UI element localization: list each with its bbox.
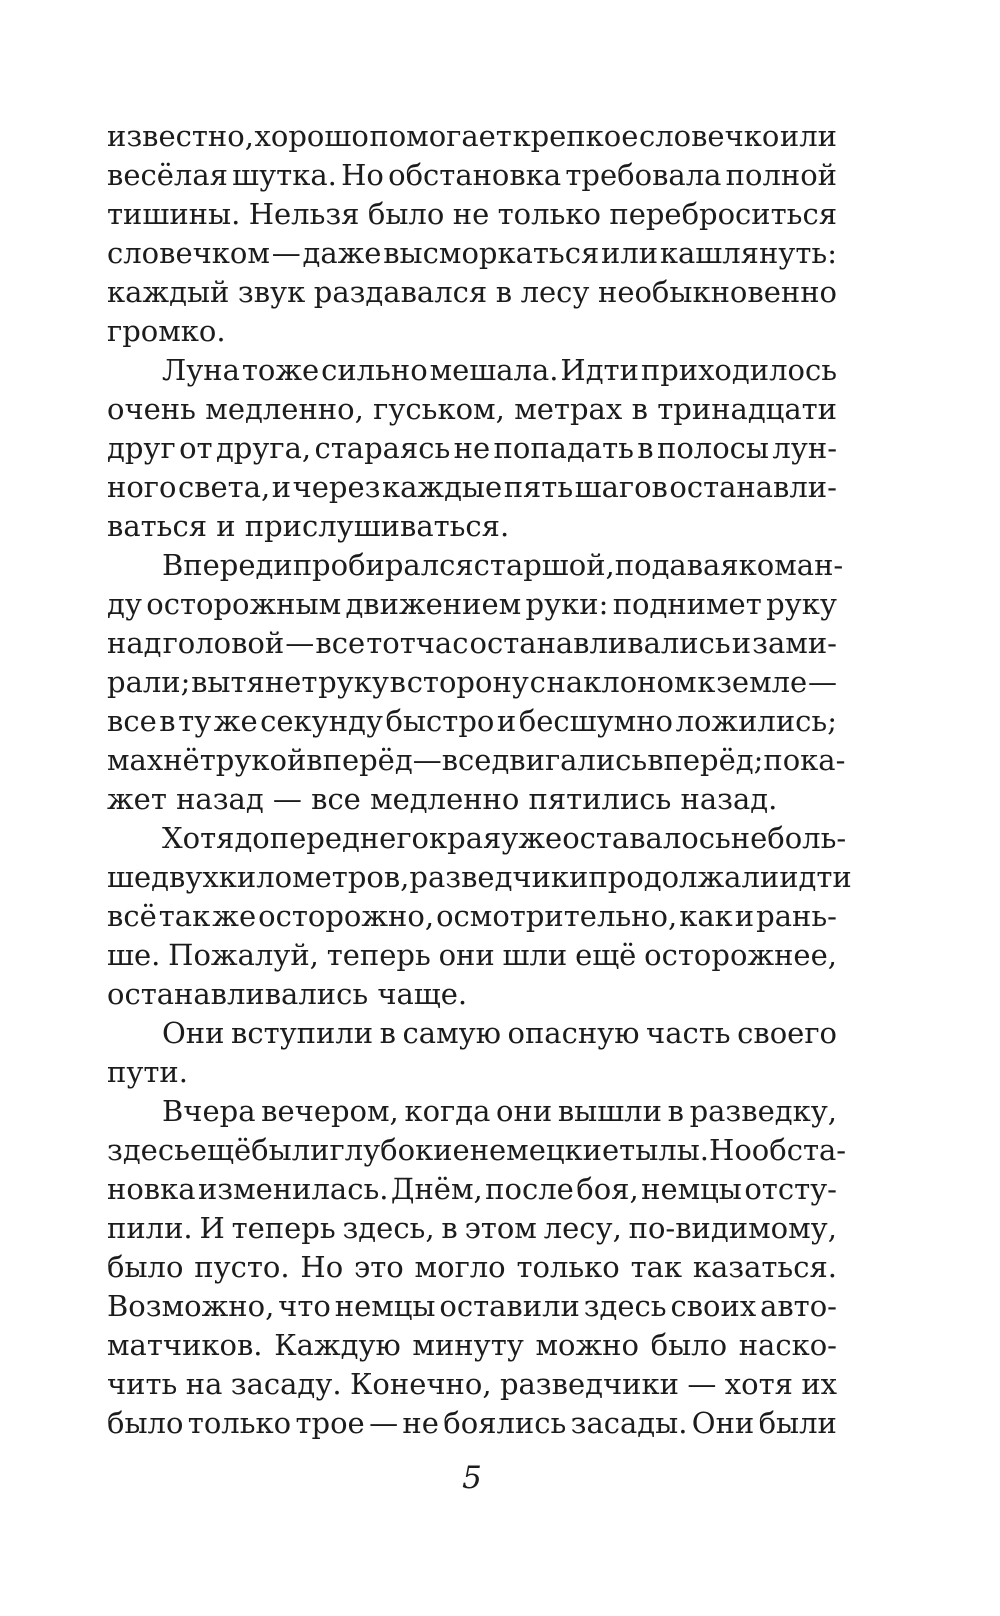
word: своих bbox=[670, 1289, 757, 1323]
word: коман- bbox=[738, 548, 844, 582]
word: этом bbox=[464, 1211, 537, 1245]
word: в bbox=[631, 392, 648, 426]
text-block bbox=[107, 117, 852, 1443]
word: наклоном bbox=[546, 665, 697, 699]
word: ду bbox=[107, 587, 142, 621]
word: Идти bbox=[560, 353, 639, 387]
word: все bbox=[107, 704, 157, 738]
word: боя, bbox=[576, 1172, 639, 1206]
text-line bbox=[107, 1170, 837, 1209]
word: даже bbox=[302, 236, 382, 270]
word: и bbox=[271, 470, 292, 504]
word: когда bbox=[404, 1094, 491, 1128]
text-line bbox=[107, 936, 837, 975]
word: было bbox=[107, 1250, 184, 1284]
word: оставалось bbox=[562, 821, 731, 855]
word: были bbox=[251, 1133, 330, 1167]
text-line bbox=[107, 195, 837, 234]
word: боль- bbox=[767, 821, 847, 855]
word: по-видимому, bbox=[628, 1211, 837, 1245]
word: стараясь bbox=[314, 431, 451, 465]
word: только bbox=[516, 1250, 620, 1284]
word: помогает bbox=[369, 119, 512, 153]
word: лун- bbox=[772, 431, 837, 465]
word: разведчики bbox=[409, 860, 589, 894]
word: казаться. bbox=[692, 1250, 837, 1284]
word: пять bbox=[503, 470, 574, 504]
word: полосы bbox=[657, 431, 769, 465]
word: требовала bbox=[565, 158, 722, 192]
word: изменилась. bbox=[197, 1172, 389, 1206]
word: в bbox=[495, 275, 513, 309]
word: сторону bbox=[406, 665, 529, 699]
text-line bbox=[162, 819, 847, 858]
word: Каждую bbox=[274, 1328, 401, 1362]
word: каждые bbox=[381, 470, 503, 504]
word: это bbox=[353, 1250, 404, 1284]
text-line bbox=[107, 1404, 837, 1443]
text-line bbox=[107, 897, 837, 936]
word: хорошо bbox=[254, 119, 369, 153]
word: медленно, bbox=[205, 392, 364, 426]
word: света, bbox=[177, 470, 271, 504]
word: здесь bbox=[107, 1133, 190, 1167]
word: останавли- bbox=[669, 470, 837, 504]
paragraph bbox=[107, 351, 837, 546]
word: уже bbox=[501, 821, 563, 855]
word: все bbox=[441, 743, 492, 777]
word: Возможно, bbox=[107, 1289, 275, 1323]
word: ше bbox=[107, 860, 152, 894]
word: ложились; bbox=[675, 704, 837, 738]
word: полной bbox=[725, 158, 837, 192]
word: тоже bbox=[241, 353, 320, 387]
word: Днём, bbox=[390, 1172, 483, 1206]
text-line: пути. bbox=[107, 1055, 188, 1089]
word: в bbox=[637, 431, 654, 465]
word: Конечно, bbox=[349, 1367, 492, 1401]
paragraph bbox=[107, 819, 852, 1014]
word: очень bbox=[107, 392, 196, 426]
word: И bbox=[199, 1211, 225, 1245]
word: что bbox=[278, 1289, 331, 1323]
word: осмотрительно, bbox=[436, 899, 678, 933]
word: переднего bbox=[269, 821, 429, 855]
word: наско- bbox=[738, 1328, 837, 1362]
word: края bbox=[429, 821, 502, 855]
word: только bbox=[497, 197, 601, 231]
word: оставили bbox=[439, 1289, 580, 1323]
word: в bbox=[667, 1094, 684, 1128]
word: бесшумно bbox=[518, 704, 674, 738]
word: были bbox=[758, 1406, 837, 1440]
word: осторожнее, bbox=[644, 938, 837, 972]
word: движением bbox=[345, 587, 522, 621]
word: весёлая bbox=[107, 158, 228, 192]
text-line bbox=[107, 390, 837, 429]
word: же bbox=[212, 899, 257, 933]
word: авто- bbox=[760, 1289, 837, 1323]
word: кашлянуть: bbox=[659, 236, 837, 270]
word: теперь bbox=[326, 938, 431, 972]
word: только bbox=[187, 1406, 292, 1440]
word: опасную bbox=[507, 1016, 640, 1050]
word: Вчера bbox=[162, 1094, 256, 1128]
word: они bbox=[438, 938, 495, 972]
word: необыкновенно bbox=[597, 275, 837, 309]
text-line bbox=[107, 585, 837, 624]
word: словечком bbox=[107, 236, 270, 270]
word: крепкое bbox=[512, 119, 639, 153]
word: пока- bbox=[763, 743, 846, 777]
word: секунду bbox=[260, 704, 383, 738]
word: было bbox=[107, 1406, 184, 1440]
word: рукой bbox=[215, 743, 307, 777]
word: над bbox=[107, 626, 162, 660]
text-line: ваться и прислушиваться. bbox=[107, 509, 510, 543]
word: Но bbox=[300, 1250, 344, 1284]
word: в bbox=[159, 704, 176, 738]
text-line bbox=[162, 1092, 837, 1131]
word: здесь bbox=[583, 1289, 667, 1323]
word: все bbox=[315, 626, 366, 660]
paragraph bbox=[107, 1014, 837, 1092]
word: в bbox=[389, 665, 406, 699]
word: так bbox=[630, 1250, 683, 1284]
word: не bbox=[730, 821, 768, 855]
word: переброситься bbox=[609, 197, 837, 231]
word: ше. bbox=[107, 938, 161, 972]
word: километров, bbox=[218, 860, 410, 894]
text-line bbox=[107, 858, 852, 897]
text-line bbox=[107, 156, 837, 195]
word: их bbox=[801, 1367, 837, 1401]
word: к bbox=[697, 665, 716, 699]
word: — bbox=[285, 626, 315, 660]
word: тринадцати bbox=[657, 392, 837, 426]
word: поднимет bbox=[612, 587, 762, 621]
text-line: останавливались чаще. bbox=[107, 977, 468, 1011]
word: разведку, bbox=[689, 1094, 837, 1128]
word: подавая bbox=[614, 548, 739, 582]
word: не bbox=[402, 1406, 439, 1440]
word: шутка. bbox=[232, 158, 337, 192]
word: засаду. bbox=[230, 1367, 342, 1401]
word: двигались bbox=[491, 743, 648, 777]
paragraph bbox=[107, 117, 837, 351]
text-line bbox=[107, 1365, 837, 1404]
word: идти bbox=[779, 860, 852, 894]
word: пили. bbox=[107, 1211, 193, 1245]
word: отсту- bbox=[744, 1172, 837, 1206]
word: здесь, bbox=[342, 1211, 435, 1245]
word: не bbox=[452, 197, 490, 231]
word: руки: bbox=[525, 587, 609, 621]
word: можно bbox=[535, 1328, 639, 1362]
word: — bbox=[807, 665, 837, 699]
word: приходилось bbox=[640, 353, 837, 387]
word: — bbox=[687, 1367, 717, 1401]
word: сильно bbox=[321, 353, 428, 387]
word: от bbox=[179, 431, 213, 465]
word: засады. bbox=[570, 1406, 688, 1440]
word: могло bbox=[414, 1250, 506, 1284]
word: гуськом, bbox=[373, 392, 505, 426]
word: зами- bbox=[752, 626, 837, 660]
word: вечером, bbox=[261, 1094, 399, 1128]
paragraph bbox=[107, 546, 846, 819]
word: на bbox=[185, 1367, 223, 1401]
word: или bbox=[779, 119, 837, 153]
word: было bbox=[367, 197, 445, 231]
word: вперёд bbox=[306, 743, 413, 777]
word: старшой, bbox=[473, 548, 615, 582]
word: они bbox=[496, 1094, 553, 1128]
word: каждый bbox=[107, 275, 230, 309]
word: и bbox=[496, 704, 517, 738]
word: в bbox=[441, 1211, 458, 1245]
word: руку bbox=[766, 587, 837, 621]
word: друг bbox=[107, 431, 176, 465]
text-line bbox=[107, 1326, 837, 1365]
word: высморкаться bbox=[383, 236, 600, 270]
word: немцы bbox=[334, 1289, 436, 1323]
word: тишины. bbox=[107, 197, 241, 231]
word: и bbox=[734, 899, 755, 933]
word: вперёд; bbox=[647, 743, 764, 777]
text-line bbox=[107, 1131, 847, 1170]
word: друга, bbox=[215, 431, 312, 465]
text-line bbox=[162, 1014, 837, 1053]
word: ещё bbox=[189, 1133, 252, 1167]
word: вступили bbox=[231, 1016, 374, 1050]
word: продолжали bbox=[588, 860, 780, 894]
word: своего bbox=[737, 1016, 837, 1050]
word: Луна bbox=[162, 353, 240, 387]
text-line bbox=[107, 1287, 837, 1326]
word: осторожным bbox=[146, 587, 342, 621]
word: известно, bbox=[107, 119, 254, 153]
word: пусто. bbox=[194, 1250, 290, 1284]
text-line bbox=[162, 351, 837, 390]
word: метрах bbox=[514, 392, 623, 426]
word: как bbox=[679, 899, 733, 933]
text-line bbox=[162, 546, 844, 585]
word: лесу bbox=[520, 275, 590, 309]
word: лесу, bbox=[543, 1211, 622, 1245]
word: шагов bbox=[574, 470, 668, 504]
word: же bbox=[213, 704, 258, 738]
text-line bbox=[107, 468, 837, 507]
word: Но bbox=[709, 1133, 752, 1167]
word: хотя bbox=[724, 1367, 793, 1401]
word: Они bbox=[162, 1016, 225, 1050]
word: Нельзя bbox=[248, 197, 360, 231]
word: с bbox=[529, 665, 546, 699]
word: Но bbox=[341, 158, 384, 192]
word: тотчас bbox=[366, 626, 469, 660]
word: Впереди bbox=[162, 548, 293, 582]
word: самую bbox=[402, 1016, 501, 1050]
word: до bbox=[234, 821, 270, 855]
word: раздавался bbox=[313, 275, 488, 309]
word: вытянет bbox=[191, 665, 318, 699]
word: Хотя bbox=[162, 821, 235, 855]
paragraph bbox=[107, 1092, 847, 1443]
word: головой bbox=[162, 626, 285, 660]
word: пробирался bbox=[292, 548, 474, 582]
text-line bbox=[107, 117, 837, 156]
word: Они bbox=[691, 1406, 755, 1440]
word: новка bbox=[107, 1172, 196, 1206]
word: или bbox=[601, 236, 659, 270]
word: и bbox=[731, 626, 752, 660]
text-line bbox=[107, 234, 837, 273]
word: боялись bbox=[443, 1406, 567, 1440]
word: земле bbox=[716, 665, 808, 699]
text-line: громко. bbox=[107, 314, 226, 348]
word: минуту bbox=[412, 1328, 524, 1362]
word: было bbox=[650, 1328, 728, 1362]
word: двух bbox=[151, 860, 219, 894]
word: немцы bbox=[641, 1172, 742, 1206]
word: — bbox=[369, 1406, 399, 1440]
text-line bbox=[107, 1248, 837, 1287]
word: махнёт bbox=[107, 743, 216, 777]
word: Пожалуй, bbox=[168, 938, 319, 972]
word: теперь bbox=[231, 1211, 336, 1245]
page-number: 5 bbox=[462, 1460, 482, 1496]
word: через bbox=[292, 470, 381, 504]
word: быстро bbox=[385, 704, 495, 738]
word: глубокие bbox=[329, 1133, 470, 1167]
word: останавливались bbox=[469, 626, 731, 660]
word: осторожно, bbox=[258, 899, 435, 933]
word: после bbox=[485, 1172, 574, 1206]
word: в bbox=[379, 1016, 396, 1050]
word: мешала. bbox=[429, 353, 559, 387]
word: не bbox=[453, 431, 491, 465]
text-line bbox=[107, 1209, 837, 1248]
word: руку bbox=[318, 665, 389, 699]
word: словечко bbox=[638, 119, 780, 153]
text-line bbox=[107, 741, 846, 780]
word: шли bbox=[502, 938, 568, 972]
word: тылы. bbox=[619, 1133, 710, 1167]
word: обстановка bbox=[388, 158, 562, 192]
text-line bbox=[107, 429, 837, 468]
word: чить bbox=[107, 1367, 178, 1401]
word: попадать bbox=[493, 431, 634, 465]
word: обста- bbox=[751, 1133, 847, 1167]
text-line: жет назад — все медленно пятились назад. bbox=[107, 782, 778, 816]
text-line bbox=[107, 624, 837, 663]
word: матчиков. bbox=[107, 1328, 263, 1362]
text-line bbox=[107, 702, 837, 741]
word: ного bbox=[107, 470, 177, 504]
word: рань- bbox=[756, 899, 837, 933]
word: вышли bbox=[557, 1094, 662, 1128]
word: звук bbox=[237, 275, 306, 309]
word: немецкие bbox=[469, 1133, 620, 1167]
word: ту bbox=[178, 704, 212, 738]
word: так bbox=[158, 899, 211, 933]
word: рали; bbox=[107, 665, 191, 699]
word: ещё bbox=[575, 938, 637, 972]
word: трое bbox=[295, 1406, 365, 1440]
text-line bbox=[107, 663, 837, 702]
word: часть bbox=[646, 1016, 731, 1050]
word: — bbox=[271, 236, 301, 270]
word: — bbox=[412, 743, 442, 777]
text-line bbox=[107, 273, 837, 312]
word: разведчики bbox=[499, 1367, 679, 1401]
word: всё bbox=[107, 899, 157, 933]
